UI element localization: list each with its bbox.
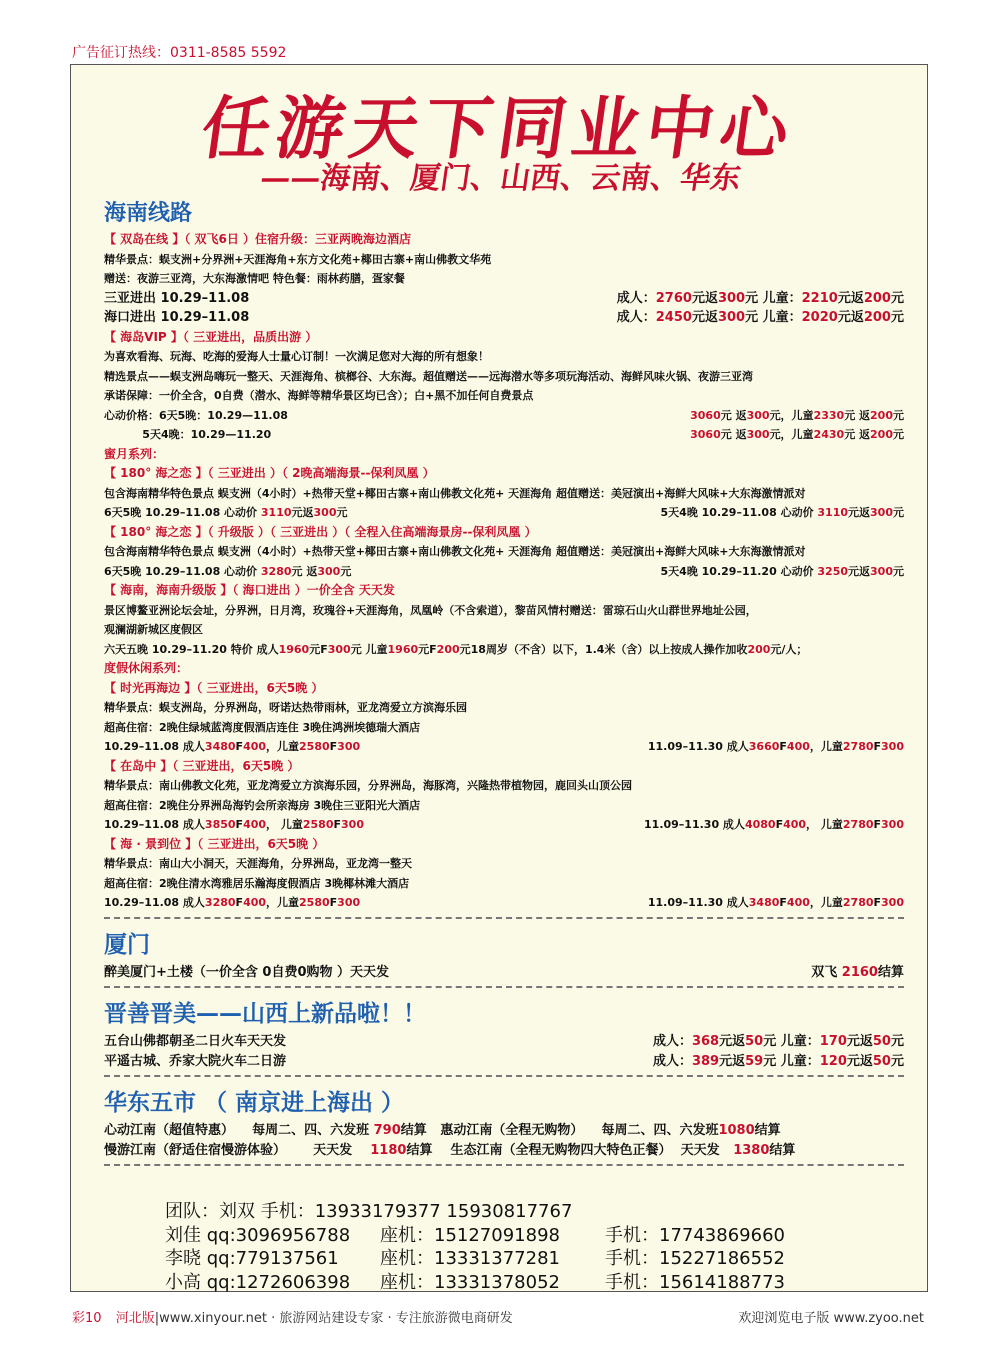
shuangdao-price-row bbox=[104, 289, 904, 309]
honeymoon-price-row bbox=[104, 562, 904, 582]
contact-block bbox=[165, 1200, 785, 1294]
shanxi-heading: 晋善晋美——山西上新品啦！！ bbox=[104, 1001, 426, 1027]
contact-phone: 手机：15614188773 bbox=[605, 1271, 785, 1293]
price-right: 5天4晚 10.29–11.08 心动价 3110元返300元 bbox=[660, 506, 904, 519]
footer-site-link[interactable]: |www.xinyour.net · 旅游网站建设专家 · 专注旅游微电商研发 bbox=[154, 1311, 513, 1326]
shuangdao-price-row bbox=[104, 308, 904, 328]
honeymoon-price-row bbox=[104, 503, 904, 523]
contact-qq: 刘佳 qq:3096956788 bbox=[165, 1224, 351, 1246]
price-right: 11.09–11.30 成人3480F400，儿童2780F300 bbox=[647, 896, 904, 909]
route-price: 成人：368元返50元 儿童：170元返50元 bbox=[652, 1034, 904, 1049]
honeymoon-package-spots: 包含海南精华特色景点 蜈支洲（4小时）+热带天堂+椰田古寨+南山佛教文化苑+ 天涯海角 超值赠送：美冠演出+海鲜大风味+大东海激情派对 bbox=[104, 486, 806, 500]
leisure-price-row bbox=[104, 893, 904, 913]
footer-left bbox=[72, 1307, 513, 1326]
price-left: 10.29–11.08 成人3850F400， 儿童2580F300 bbox=[104, 818, 364, 831]
price-right: 11.09–11.30 成人4080F400， 儿童2780F300 bbox=[644, 818, 904, 831]
honeymoon-package-title: 【 180° 海之恋 】（ 三亚进出 ）（ 2晚高端海景--保利凤凰 ） bbox=[104, 466, 435, 480]
price-row-label: 5天4晚：10.29—11.20 bbox=[104, 428, 272, 441]
price-left: 6天5晚 10.29–11.08 心动价 3110元返300元 bbox=[104, 506, 348, 519]
vip-price-row bbox=[104, 425, 904, 445]
footer-ebook-link[interactable]: 欢迎浏览电子版 www.zyoo.net bbox=[738, 1311, 924, 1326]
section-divider bbox=[104, 1164, 904, 1174]
contact-seat: 座机：13331378052 bbox=[380, 1271, 560, 1293]
upgrade-title: 【 海南，海南升级版 】（ 海口进出 ）一价全含 天天发 bbox=[104, 583, 395, 597]
leisure-package-spots: 精华景点：蜈支洲岛，分界洲岛，呀诺达热带雨林，亚龙湾爱立方滨海乐园 bbox=[104, 701, 467, 714]
xiamen-route bbox=[104, 963, 904, 983]
page-subtitle: ——海南、厦门、山西、云南、华东 bbox=[258, 161, 743, 196]
leisure-package-hotel: 超高住宿：2晚住分界洲岛海钓会所亲海房 3晚住三亚阳光大酒店 bbox=[104, 798, 421, 812]
leisure-package-title: 【 海 · 景到位 】（ 三亚进出，6天5晚 ） bbox=[104, 836, 325, 851]
contact-seat: 座机：13331377281 bbox=[380, 1248, 560, 1269]
vip-spots: 精选景点——蜈支洲岛嗨玩一整天、天涯海角、槟榔谷、大东海。超值赠送——远海潜水等多项玩海活动、海鲜风味火锅、夜游三亚湾 bbox=[104, 369, 753, 383]
price-row-label: 心动价格：6天5晚：10.29—11.08 bbox=[104, 408, 288, 422]
honeymoon-package-title: 【 180° 海之恋 】（ 升级版 ）（ 三亚进出 ）（ 全程入住高端海景房--保利凤凰 ） bbox=[104, 524, 537, 539]
shuangdao-spots: 精华景点：蜈支洲+分界洲+天涯海角+东方文化苑+椰田古寨+南山佛教文华苑 bbox=[104, 252, 492, 266]
leisure-heading: 度假休闲系列： bbox=[104, 661, 189, 675]
honeymoon-package-spots: 包含海南精华特色景点 蜈支洲（4小时）+热带天堂+椰田古寨+南山佛教文化苑+ 天涯海角 超值赠送：美冠演出+海鲜大风味+大东海激情派对 bbox=[104, 545, 806, 558]
page-number: 彩10 bbox=[72, 1311, 102, 1326]
contact-row bbox=[165, 1271, 785, 1295]
price-left: 10.29–11.08 成人3280F400，儿童2580F300 bbox=[104, 896, 361, 909]
shanxi-route bbox=[104, 1032, 904, 1052]
upgrade-price: 六天五晚 10.29–11.20 特价 成人1960元F300元 儿童1960元F200元18周岁（不含）以下，1.4米（含）以上按成人操作加收200元/人； bbox=[104, 642, 808, 656]
edition-label: 河北版 bbox=[115, 1311, 155, 1326]
huadong-route: 慢游江南（舒适住宿慢游体验） 天天发 1180结算 生态江南（全程无购物四大特色正餐） 天天发 1380结算 bbox=[104, 1142, 796, 1158]
hainan-heading: 海南线路 bbox=[104, 201, 193, 226]
leisure-package-hotel: 超高住宿：2晚住清水湾雅居乐瀚海度假酒店 3晚椰林滩大酒店 bbox=[104, 876, 410, 890]
contact-qq: 小高 qq:1272606398 bbox=[165, 1271, 351, 1293]
shuangdao-gifts: 赠送：夜游三亚湾，大东海激情吧 特色餐：雨林药膳，疍家餐 bbox=[104, 272, 405, 285]
leisure-package-title: 【 时光再海边 】（ 三亚进出，6天5晚 ） bbox=[104, 680, 324, 695]
price-row-values: 3060元 返300元，儿童2330元 返200元 bbox=[690, 408, 904, 422]
shuangdao-title: 【 双岛在线 】（ 双飞6日 ）住宿升级：三亚两晚海边酒店 bbox=[104, 232, 412, 246]
leisure-price-row bbox=[104, 815, 904, 835]
page-title: 任游天下同业中心 bbox=[196, 89, 800, 169]
vip-promise: 承诺保障：一价全含，0自费（潜水、海鲜等精华景区均已含）；白+黑不加任何自费景点 bbox=[104, 389, 534, 402]
team-contact: 团队：刘双 手机：13933179377 15930817767 bbox=[165, 1201, 573, 1222]
upgrade-spots: 景区博鳌亚洲论坛会址，分界洲，日月湾，玫瑰谷+天涯海角，凤凰岭（不含索道），黎苗风情村赠送：雷琼石山火山群世界地址公园， bbox=[104, 603, 757, 617]
price-right: 11.09–11.30 成人3660F400，儿童2780F300 bbox=[647, 740, 904, 753]
price-row-label: 三亚进出 10.29–11.08 bbox=[104, 290, 250, 306]
price-row-values: 3060元 返300元，儿童2430元 返200元 bbox=[690, 428, 904, 441]
route-label: 醉美厦门+土楼（一价全含 0自费0购物 ）天天发 bbox=[104, 964, 390, 980]
leisure-package-hotel: 超高住宿：2晚住绿城蓝湾度假酒店连住 3晚住鸿洲埃德瑞大酒店 bbox=[104, 720, 421, 734]
leisure-package-title: 【 在岛中 】（ 三亚进出，6天5晚 ） bbox=[104, 758, 300, 773]
price-row-values: 成人：2760元返300元 儿童：2210元返200元 bbox=[616, 290, 904, 306]
huadong-heading: 华东五市 （ 南京进上海出 ） bbox=[104, 1090, 405, 1116]
price-left: 10.29–11.08 成人3480F400，儿童2580F300 bbox=[104, 740, 361, 753]
price-left: 6天5晚 10.29–11.08 心动价 3280元 返300元 bbox=[104, 564, 352, 578]
contact-phone: 手机：17743869660 bbox=[605, 1224, 785, 1246]
route-label: 平遥古城、乔家大院火车二日游 bbox=[104, 1053, 287, 1069]
leisure-package-spots: 精华景点：南山佛教文化苑，亚龙湾爱立方滨海乐园，分界洲岛，海豚湾，兴隆热带植物园，鹿回头山顶公园 bbox=[104, 779, 632, 792]
vip-price-row bbox=[104, 406, 904, 426]
route-price: 成人：389元返59元 儿童：120元返50元 bbox=[652, 1053, 904, 1069]
routes-body bbox=[104, 198, 904, 1174]
vip-intro: 为喜欢看海、玩海、吃海的爱海人士量心订制！一次满足您对大海的所有想象！ bbox=[104, 350, 489, 363]
shanxi-route bbox=[104, 1052, 904, 1072]
contact-phone: 手机：15227186552 bbox=[605, 1248, 785, 1269]
huadong-route: 心动江南（超值特惠） 每周二、四、六发班 790结算 惠动江南（全程无购物） 每周二、四、六发班1080结算 bbox=[104, 1123, 781, 1138]
ad-hotline: 广告征订热线：0311-8585 5592 bbox=[72, 45, 287, 61]
section-divider bbox=[104, 1075, 904, 1085]
section-divider bbox=[104, 986, 904, 996]
xiamen-heading: 厦门 bbox=[104, 931, 150, 958]
leisure-package-spots: 精华景点：南山大小洞天，天涯海角，分界洲岛，亚龙湾一整天 bbox=[104, 857, 412, 870]
price-right: 5天4晚 10.29–11.20 心动价 3250元返300元 bbox=[660, 564, 904, 578]
route-label: 五台山佛都朝圣二日火车天天发 bbox=[104, 1034, 287, 1049]
honeymoon-heading: 蜜月系列： bbox=[104, 446, 165, 461]
vip-title: 【 海岛VIP 】（ 三亚进出，品质出游 ） bbox=[104, 329, 318, 344]
price-row-label: 海口进出 10.29–11.08 bbox=[104, 310, 250, 325]
contact-row bbox=[165, 1247, 785, 1271]
contact-seat: 座机：15127091898 bbox=[380, 1224, 560, 1246]
route-price: 双飞 2160结算 bbox=[811, 964, 904, 980]
contact-qq: 李晓 qq:779137561 bbox=[165, 1248, 339, 1269]
upgrade-spots-cont: 观澜湖新城区度假区 bbox=[104, 623, 203, 636]
price-row-values: 成人：2450元返300元 儿童：2020元返200元 bbox=[616, 310, 904, 325]
section-divider bbox=[104, 917, 904, 927]
leisure-price-row bbox=[104, 737, 904, 757]
contact-row bbox=[165, 1224, 785, 1248]
